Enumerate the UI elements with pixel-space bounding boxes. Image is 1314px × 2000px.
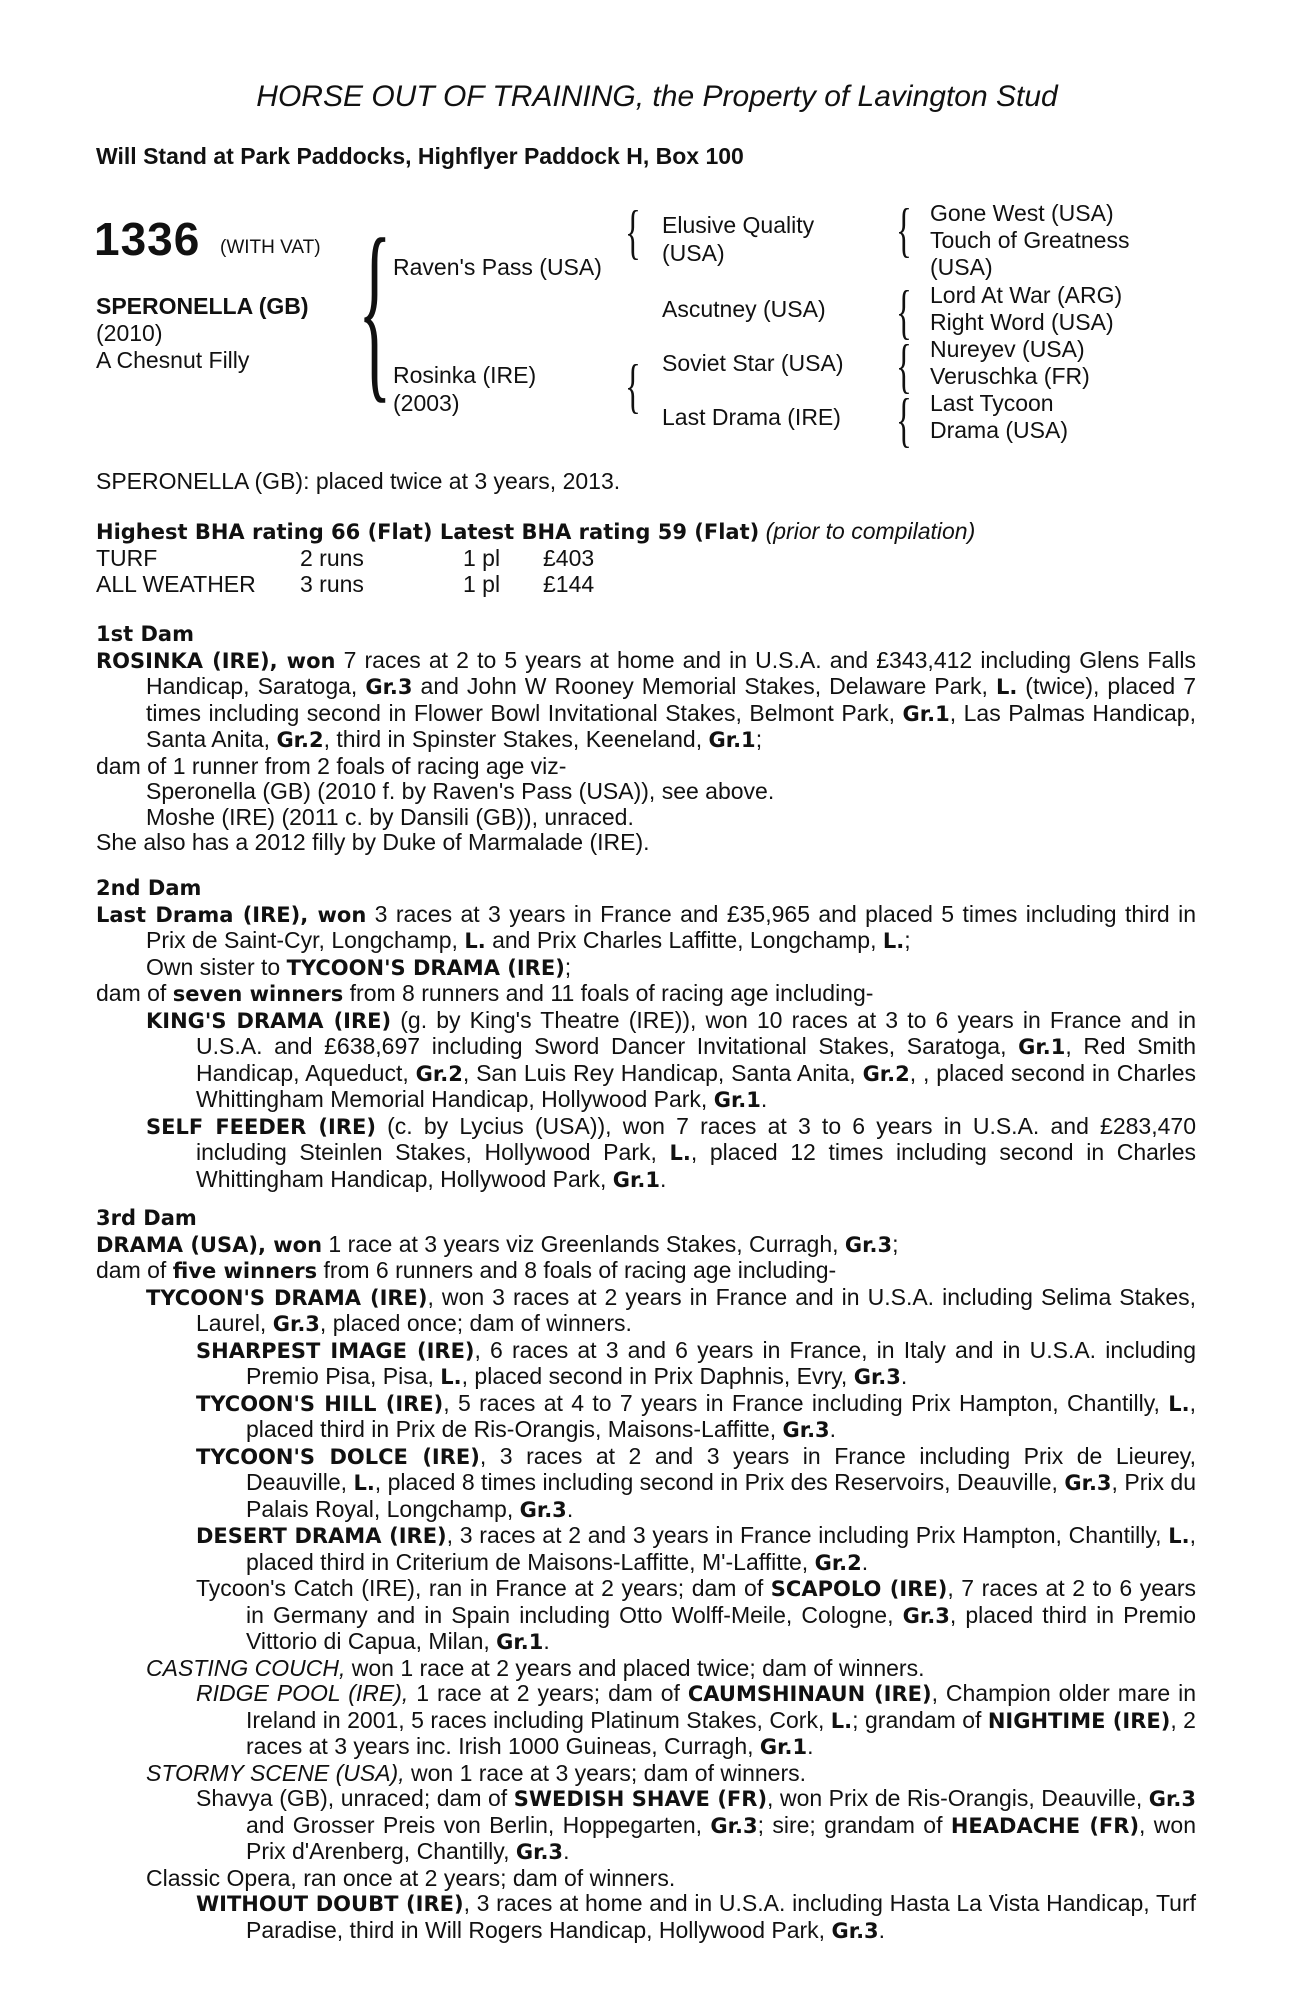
- pedigree-brace-ss: {: [896, 197, 912, 263]
- pedigree-brace-dd: {: [896, 387, 912, 453]
- pedigree-sire-sire: Elusive Quality: [662, 212, 815, 238]
- second-dam-name: Last Drama (IRE): [96, 902, 301, 927]
- stand-location: Will Stand at Park Paddocks, Highflyer Paddock H, Box 100: [96, 143, 744, 169]
- bha-rating: [96, 518, 975, 545]
- first-dam-heading: 1st Dam: [96, 622, 194, 646]
- bha-rating-note: (prior to compilation): [765, 518, 976, 544]
- first-dam-dam-of: dam of 1 runner from 2 foals of racing age viz-: [96, 752, 567, 779]
- pedigree-dam-sire: Soviet Star (USA): [662, 350, 844, 376]
- perf-aw-placed: 1 pl: [463, 571, 501, 597]
- first-dam-record: ROSINKA (IRE), won 7 races at 2 to 5 years at home and in U.S.A. and £343,412 including Glens Falls Handicap, Saratoga, Gr.3 and John W Rooney Memorial Stakes, Delaware Park, L. (twice), placed 7 times including second in Flower Bowl Invitational Stakes, Belmont Park, Gr.1, Las Palmas Handicap, Santa Anita, Gr.2, third in Spinster Stakes, Keeneland, Gr.1;: [96, 646, 1196, 752]
- pedigree-brace-ds: {: [896, 333, 912, 399]
- pedigree-dam-year: (2003): [393, 390, 460, 416]
- pedigree-sss: Gone West (USA): [930, 200, 1114, 226]
- pedigree-sire-dam: Ascutney (USA): [662, 296, 826, 322]
- third-dam-section: [96, 1206, 1196, 1944]
- race-summary: SPERONELLA (GB): placed twice at 3 years, 2013.: [96, 468, 621, 494]
- perf-aw-surface: ALL WEATHER: [96, 571, 256, 597]
- third-dam-grand-tycoons-catch: Tycoon's Catch (IRE), ran in France at 2 years; dam of SCAPOLO (IRE), 7 races at 2 to 6 years in Germany and in Spain including Otto Wolff-Meile, Cologne, Gr.3, placed third in Premio Vittorio di Capua, Milan, Gr.1.: [196, 1575, 1196, 1654]
- horse-name: SPERONELLA (GB): [96, 293, 309, 319]
- first-dam-section: [96, 622, 1196, 856]
- bha-rating-values: Highest BHA rating 66 (Flat) Latest BHA rating 59 (Flat): [96, 520, 760, 544]
- pedigree-dam-dam: Last Drama (IRE): [662, 404, 841, 430]
- first-dam-foal-1: Speronella (GB) (2010 f. by Raven's Pass (USA)), see above.: [146, 778, 775, 804]
- third-dam-produce-tycoons-drama: TYCOON'S DRAMA (IRE), won 3 races at 2 years in France and in U.S.A. including Selima Stakes, Laurel, Gr.3, placed once; dam of winners.: [146, 1283, 1196, 1336]
- horse-description: A Chesnut Filly: [96, 347, 250, 373]
- page-title: HORSE OUT OF TRAINING, the Property of Lavington Stud: [256, 80, 1058, 113]
- perf-aw-prize: £144: [543, 571, 595, 597]
- second-dam-dam-of: dam of seven winners from 8 runners and 11 foals of racing age including-: [96, 980, 874, 1006]
- pedigree-dam: Rosinka (IRE): [393, 362, 537, 388]
- third-dam-produce-stormy-scene: STORMY SCENE (USA), won 1 race at 3 years; dam of winners.: [146, 1759, 807, 1786]
- perf-turf-runs: 2 runs: [300, 545, 364, 571]
- first-dam-foal-2: Moshe (IRE) (2011 c. by Dansili (GB)), unraced.: [146, 803, 634, 830]
- pedigree-brace-dam: {: [625, 353, 641, 419]
- pedigree-brace-main: {: [358, 199, 392, 420]
- pedigree-brace-sd: {: [896, 279, 912, 345]
- first-dam-also: She also has a 2012 filly by Duke of Marmalade (IRE).: [96, 829, 650, 855]
- third-dam-produce-casting-couch: CASTING COUCH, won 1 race at 2 years and placed twice; dam of winners.: [146, 1654, 925, 1681]
- first-dam-name: ROSINKA (IRE): [96, 648, 270, 673]
- pedigree-dss: Nureyev (USA): [930, 336, 1085, 362]
- third-dam-grand-shavya: Shavya (GB), unraced; dam of SWEDISH SHAVE (FR), won Prix de Ris-Orangis, Deauville, Gr.3 and Grosser Preis von Berlin, Hoppegarten, Gr.3; sire; grandam of HEADACHE (FR), won Prix d'Arenberg, Chantilly, Gr.3.: [196, 1785, 1196, 1864]
- second-dam-produce-self-feeder: SELF FEEDER (IRE) (c. by Lycius (USA)), won 7 races at 3 to 6 years in U.S.A. and £283,470 including Steinlen Stakes, Hollywood Park, L., placed 12 times including second in Charles Whittingham Handicap, Hollywood Park, Gr.1.: [146, 1112, 1196, 1192]
- horse-year: (2010): [96, 320, 163, 346]
- second-dam-own-sister: Own sister to TYCOON'S DRAMA (IRE);: [146, 953, 572, 980]
- pedigree-ddd: Drama (USA): [930, 417, 1069, 443]
- third-dam-grand-ridge-pool: RIDGE POOL (IRE), 1 race at 2 years; dam of CAUMSHINAUN (IRE), Champion older mare in Ireland in 2001, 5 races including Platinum Stakes, Cork, L.; grandam of NIGHTIME (IRE), 2 races at 3 years inc. Irish 1000 Guineas, Curragh, Gr.1.: [196, 1680, 1197, 1759]
- third-dam-grand-sharpest-image: SHARPEST IMAGE (IRE), 6 races at 3 and 6 years in France, in Italy and in U.S.A. including Premio Pisa, Pisa, L., placed second in Prix Daphnis, Evry, Gr.3.: [196, 1336, 1197, 1389]
- pedigree-brace-sire: {: [625, 199, 641, 265]
- perf-turf-placed: 1 pl: [463, 545, 501, 571]
- second-dam-heading: 2nd Dam: [96, 876, 202, 900]
- second-dam-produce-kings-drama: KING'S DRAMA (IRE) (g. by King's Theatre (IRE)), won 10 races at 3 to 6 years in France and in U.S.A. and £638,697 including Sword Dancer Invitational Stakes, Saratoga, Gr.1, Red Smith Handicap, Aqueduct, Gr.2, San Luis Rey Handicap, Santa Anita, Gr.2, , placed second in Charles Whittingham Memorial Handicap, Hollywood Park, Gr.1.: [146, 1006, 1197, 1112]
- second-dam-record: Last Drama (IRE), won 3 races at 3 years in France and £35,965 and placed 5 times including third in Prix de Saint-Cyr, Longchamp, L. and Prix Charles Laffitte, Longchamp, L.;: [96, 900, 1196, 953]
- third-dam-grand-tycoons-dolce: TYCOON'S DOLCE (IRE), 3 races at 2 and 3 years in France including Prix de Lieurey, Deauville, L., placed 8 times including second in Prix des Reservoirs, Deauville, Gr.3, Prix du Palais Royal, Longchamp, Gr.3.: [196, 1442, 1196, 1522]
- perf-turf-prize: £403: [543, 545, 595, 571]
- third-dam-grand-desert-drama: DESERT DRAMA (IRE), 3 races at 2 and 3 years in France including Prix Hampton, Chantilly, L., placed third in Criterium de Maisons-Laffitte, M'-Laffitte, Gr.2.: [196, 1522, 1196, 1575]
- third-dam-heading: 3rd Dam: [96, 1206, 197, 1230]
- pedigree-sire-sire-country: (USA): [662, 240, 725, 266]
- pedigree-dsd: Veruschka (FR): [930, 363, 1090, 389]
- vat-label: (WITH VAT): [220, 237, 321, 258]
- third-dam-dam-of: dam of five winners from 6 runners and 8 foals of racing age including-: [96, 1257, 837, 1283]
- pedigree-sdd: Right Word (USA): [930, 309, 1114, 335]
- first-dam-won: won: [286, 648, 336, 673]
- third-dam-grand-tycoons-hill: TYCOON'S HILL (IRE), 5 races at 4 to 7 years in France including Prix Hampton, Chantilly, L., placed third in Prix de Ris-Orangis, Maisons-Laffitte, Gr.3.: [196, 1389, 1196, 1442]
- lot-number: 1336: [94, 213, 201, 265]
- perf-aw-runs: 3 runs: [300, 571, 364, 597]
- third-dam-name: DRAMA (USA): [96, 1232, 258, 1257]
- second-dam-section: [96, 876, 1196, 1193]
- pedigree-sds: Lord At War (ARG): [930, 282, 1123, 308]
- third-dam-grand-without-doubt: WITHOUT DOUBT (IRE), 3 races at home and in U.S.A. including Hasta La Vista Handicap, Turf Paradise, third in Will Rogers Handicap, Hollywood Park, Gr.3.: [196, 1890, 1196, 1943]
- pedigree-sire: Raven's Pass (USA): [393, 254, 602, 280]
- third-dam-record: DRAMA (USA), won 1 race at 3 years viz Greenlands Stakes, Curragh, Gr.3;: [96, 1230, 899, 1257]
- pedigree-ssd: Touch of Greatness: [930, 227, 1130, 253]
- pedigree-ssd-country: (USA): [930, 254, 993, 280]
- third-dam-produce-classic-opera: Classic Opera, ran once at 2 years; dam of winners.: [146, 1864, 676, 1891]
- pedigree-dds: Last Tycoon: [930, 390, 1054, 416]
- perf-turf-surface: TURF: [96, 545, 158, 571]
